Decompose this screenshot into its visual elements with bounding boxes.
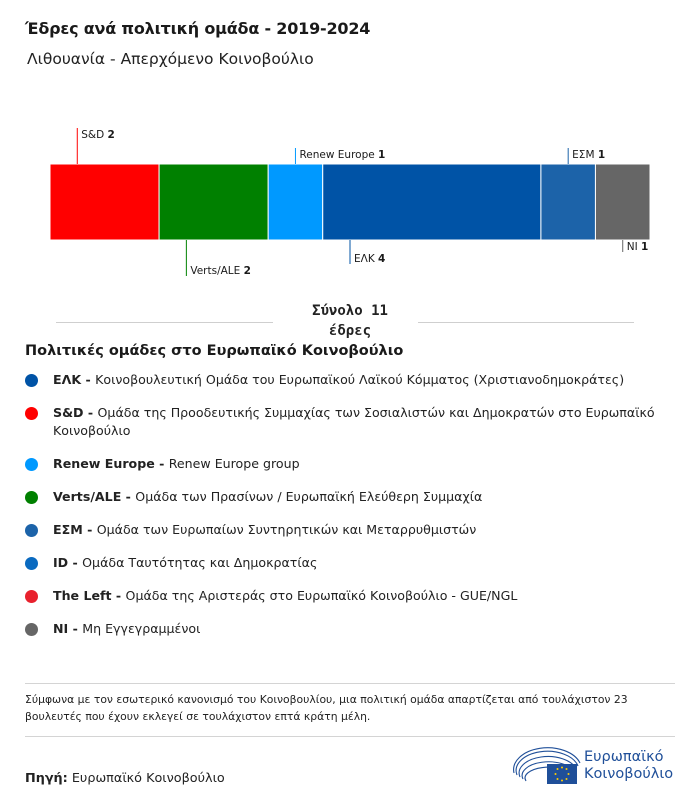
legend-item [25, 488, 665, 506]
legend-color-dot [25, 524, 38, 537]
legend-description: Μη Εγγεγραμμένοι [82, 621, 201, 636]
footnote-top-rule [25, 683, 675, 684]
legend-abbr: ΕΛΚ - [53, 372, 96, 387]
footnote-bottom-rule [25, 736, 675, 737]
source-value: Ευρωπαϊκό Κοινοβούλιο [71, 771, 225, 786]
legend-item [25, 620, 665, 638]
legend-item [25, 554, 665, 572]
bar-label: NI 1 [626, 241, 649, 253]
bar-segment [50, 164, 159, 240]
legend-title: Πολιτικές ομάδες στο Ευρωπαϊκό Κοινοβούλιο [25, 343, 404, 359]
bar-label: Renew Europe 1 [299, 149, 386, 161]
total-right-rule [418, 322, 634, 323]
legend-abbr: ΕΣΜ - [53, 522, 97, 537]
legend-abbr: The Left - [53, 588, 126, 603]
logo-line-2: Κοινοβούλιο [584, 766, 674, 782]
legend-item [25, 455, 665, 473]
legend-color-dot [25, 557, 38, 570]
bar-segment [268, 164, 323, 240]
legend-color-dot [25, 374, 38, 387]
bar-segment [323, 164, 541, 240]
legend-item [25, 404, 665, 440]
total-seats-count: Σύνολο 11 [312, 303, 388, 319]
legend-description: Ομάδα της Αριστεράς στο Ευρωπαϊκό Κοινοβούλιο - GUE/NGL [125, 588, 518, 603]
total-seats-unit: έδρες [328, 323, 372, 339]
legend-abbr: S&D - [53, 405, 98, 420]
bar-segment [541, 164, 596, 240]
logo-text [584, 749, 673, 783]
chart-title: Έδρες ανά πολιτική ομάδα - 2019-2024 [25, 19, 371, 38]
legend [25, 371, 665, 653]
legend-description: Ομάδα της Προοδευτικής Συμμαχίας των Σοσιαλιστών και Δημοκρατών στο Ευρωπαϊκό Κοινοβούλιο [53, 405, 655, 438]
legend-color-dot [25, 623, 38, 636]
bar-label: ΕΛΚ 4 [354, 253, 386, 265]
legend-description: Κοινοβουλευτική Ομάδα του Ευρωπαϊκού Λαϊκού Κόμματος (Χριστιανοδημοκράτες) [95, 372, 625, 387]
legend-description: Ομάδα των Πρασίνων / Ευρωπαϊκή Ελεύθερη Συμμαχία [135, 489, 483, 504]
legend-description: Ομάδα των Ευρωπαίων Συντηρητικών και Μεταρρυθμιστών [96, 522, 477, 537]
legend-color-dot [25, 407, 38, 420]
bar-segment [159, 164, 268, 240]
bar-label: S&D 2 [81, 129, 115, 141]
legend-abbr: NI - [53, 621, 83, 636]
legend-abbr: Verts/ALE - [53, 489, 136, 504]
chart-subtitle: Λιθουανία - Απερχόμενο Κοινοβούλιο [27, 50, 314, 68]
legend-color-dot [25, 491, 38, 504]
total-left-rule [56, 322, 273, 323]
legend-item [25, 371, 665, 389]
seats-stacked-bar-chart [0, 120, 700, 290]
source [25, 771, 225, 786]
bar-label: Verts/ALE 2 [190, 265, 251, 277]
total-seats [260, 301, 440, 341]
legend-item [25, 521, 665, 539]
legend-abbr: ID - [53, 555, 83, 570]
bar-segment [595, 164, 650, 240]
legend-description: Renew Europe group [168, 456, 300, 471]
footnote: Σύμφωνα με τον εσωτερικό κανονισμό του Κοινοβουλίου, μια πολιτική ομάδα απαρτίζεται από τουλάχιστον 23 βουλευτές που έχουν εκλεγεί σε τουλάχιστον επτά κράτη μέλη. [25, 693, 628, 723]
bar-label: ΕΣΜ 1 [572, 149, 606, 161]
legend-description: Ομάδα Ταυτότητας και Δημοκρατίας [82, 555, 318, 570]
legend-color-dot [25, 458, 38, 471]
legend-color-dot [25, 590, 38, 603]
source-label: Πηγή: [25, 771, 68, 786]
legend-abbr: Renew Europe - [53, 456, 169, 471]
logo-line-1: Ευρωπαϊκό [584, 749, 664, 765]
legend-item [25, 587, 665, 605]
